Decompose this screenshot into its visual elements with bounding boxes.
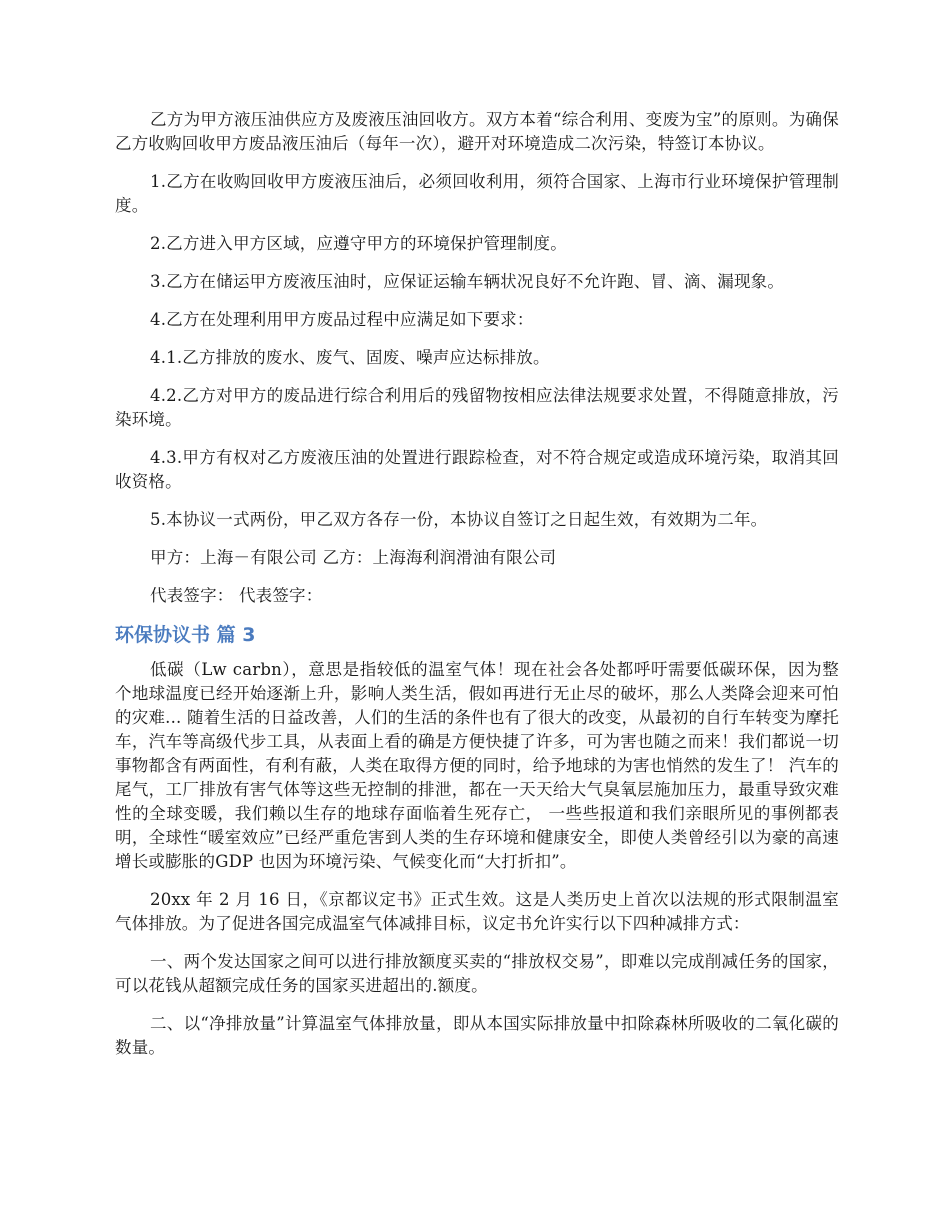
clause-4-3: 4.3.甲方有权对乙方废液压油的处置进行跟踪检查，对不符合规定或造成环境污染，取消其回收资格。 bbox=[115, 448, 839, 491]
method-1-paragraph: 一、两个发达国家之间可以进行排放额度买卖的“排放权交易”，即难以完成削减任务的国家，可以花钱从超额完成任务的国家买进超出的.额度。 bbox=[115, 952, 839, 995]
clause-1: 1.乙方在收购回收甲方废液压油后，必须回收利用，须符合国家、上海市行业环境保护管理制度。 bbox=[115, 172, 839, 215]
parties-line: 甲方：上海－有限公司 乙方：上海海利润滑油有限公司 bbox=[150, 548, 557, 567]
intro-paragraph: 乙方为甲方液压油供应方及废液压油回收方。双方本着“综合利用、变废为宝”的原则。为确保乙方收购回收甲方废品液压油后（每年一次），避开对环境造成二次污染，特签订本协议。 bbox=[115, 110, 839, 153]
clause-3: 3.乙方在储运甲方废液压油时，应保证运输车辆状况良好不允许跑、冒、滴、漏现象。 bbox=[150, 272, 785, 291]
method-2-paragraph: 二、以“净排放量”计算温室气体排放量，即从本国实际排放量中扣除森林所吸收的二氧化碳的数量。 bbox=[115, 1014, 839, 1057]
document-page bbox=[115, 108, 839, 1074]
clause-4-1: 4.1.乙方排放的废水、废气、固废、噪声应达标排放。 bbox=[150, 348, 550, 367]
low-carbon-paragraph: 低碳（Lw carbn），意思是指较低的温室气体！现在社会各处都呼吁需要低碳环保，因为整个地球温度已经开始逐渐上升，影响人类生活，假如再进行无止尽的破坏，那么人类降会迎来可怕的灾难... 随着生活的日益改善，人们的生活的条件也有了很大的改变，从最初的自行车转变为摩托车，汽车等高级代步工具，从表面上看的确是方便快捷了许多，可为害也随之而来！我们都说一切事物都含有两面性，有利有蔽，人类在取得方便的同时，给予地球的为害也悄然的发生了！ 汽车的尾气，工厂排放有害气体等这些无控制的排泄，都在一天天给大气臭氧层施加压力，最重导致灾难性的全球变暖，我们赖以生存的地球存面临着生死存亡， 一些些报道和我们亲眼所见的事例都表明，全球性“暖室效应”已经严重危害到人类的生存环境和健康安全，即使人类曾经引以为豪的高速增长或膨胀的GDP 也因为环境污染、气候变化而“大打折扣”。 bbox=[115, 660, 839, 871]
clause-4: 4.乙方在处理利用甲方废品过程中应满足如下要求： bbox=[150, 310, 534, 329]
clause-4-2: 4.2.乙方对甲方的废品进行综合利用后的残留物按相应法律法规要求处置，不得随意排放，污染环境。 bbox=[115, 386, 839, 429]
clause-2: 2.乙方进入甲方区域，应遵守甲方的环境保护管理制度。 bbox=[150, 234, 567, 253]
section-heading: 环保协议书 篇 3 bbox=[115, 624, 256, 646]
signature-line: 代表签字： 代表签字： bbox=[150, 586, 323, 605]
kyoto-paragraph: 20xx 年 2 月 16 日，《京都议定书》正式生效。这是人类历史上首次以法规的形式限制温室气体排放。为了促进各国完成温室气体减排目标，议定书允许实行以下四种减排方式： bbox=[115, 890, 839, 933]
clause-5: 5.本协议一式两份，甲乙双方各存一份，本协议自签订之日起生效，有效期为二年。 bbox=[150, 510, 768, 529]
